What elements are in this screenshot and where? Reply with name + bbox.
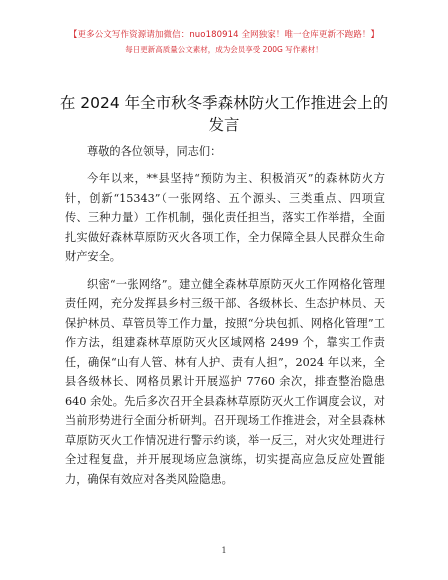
page-number: 1 — [221, 546, 227, 555]
promo-banner — [0, 28, 448, 55]
paragraph-2: 织密“一张网络”。建立健全森林草原防灭火工作网格化管理责任网，充分发挥县乡村三级干部、各级林长、生态护林员、天保护林员、草管员等工作力量，按照“分块包抓、网格化管理”工作方法，组建森林草原防灭火区域网格 2499 个，靠实工作责任，确保“山有人管、林有人护、责有人担”，2024 年以来，全县各级林长、网格员累计开展巡护 7760 余次，排查整治隐患 640 余处。先后多次召开全县森林草原防灭火工作调度会议，对当前形势进行全面分析研判。召开现场工作推进会，对全县森林草原防灭火工作情况进行警示约谈，举一反三，对火灾处理进行全过程复盘，并开展现场应急演练，切实提高应急反应处置能力，确保有效应对各类风险隐患。 — [65, 277, 385, 486]
salutation: 尊敬的各位领导，同志们： — [87, 145, 222, 158]
document-body — [65, 142, 385, 497]
document-title: 在 2024 年全市秋冬季森林防火工作推进会上的发言 — [59, 94, 389, 134]
promo-banner-line-1: 【更多公文写作资源请加微信：nuo180914 全网独家！唯一仓库更新不跑路！】 — [68, 30, 380, 40]
paragraph-1: 今年以来，**县坚持“预防为主、积极消灭”的森林防火方针，创新“15343”（一张网络、五个源头、三类重点、四项宣传、三种力量）工作机制，强化责任担当，落实工作举措，全面扎实做好森林草原防灭火各项工作，全力保障全县人民群众生命财产安全。 — [65, 172, 385, 263]
promo-banner-line-2: 每日更新高质量公文素材，成为会员享受 200G 写作素材！ — [125, 45, 323, 54]
